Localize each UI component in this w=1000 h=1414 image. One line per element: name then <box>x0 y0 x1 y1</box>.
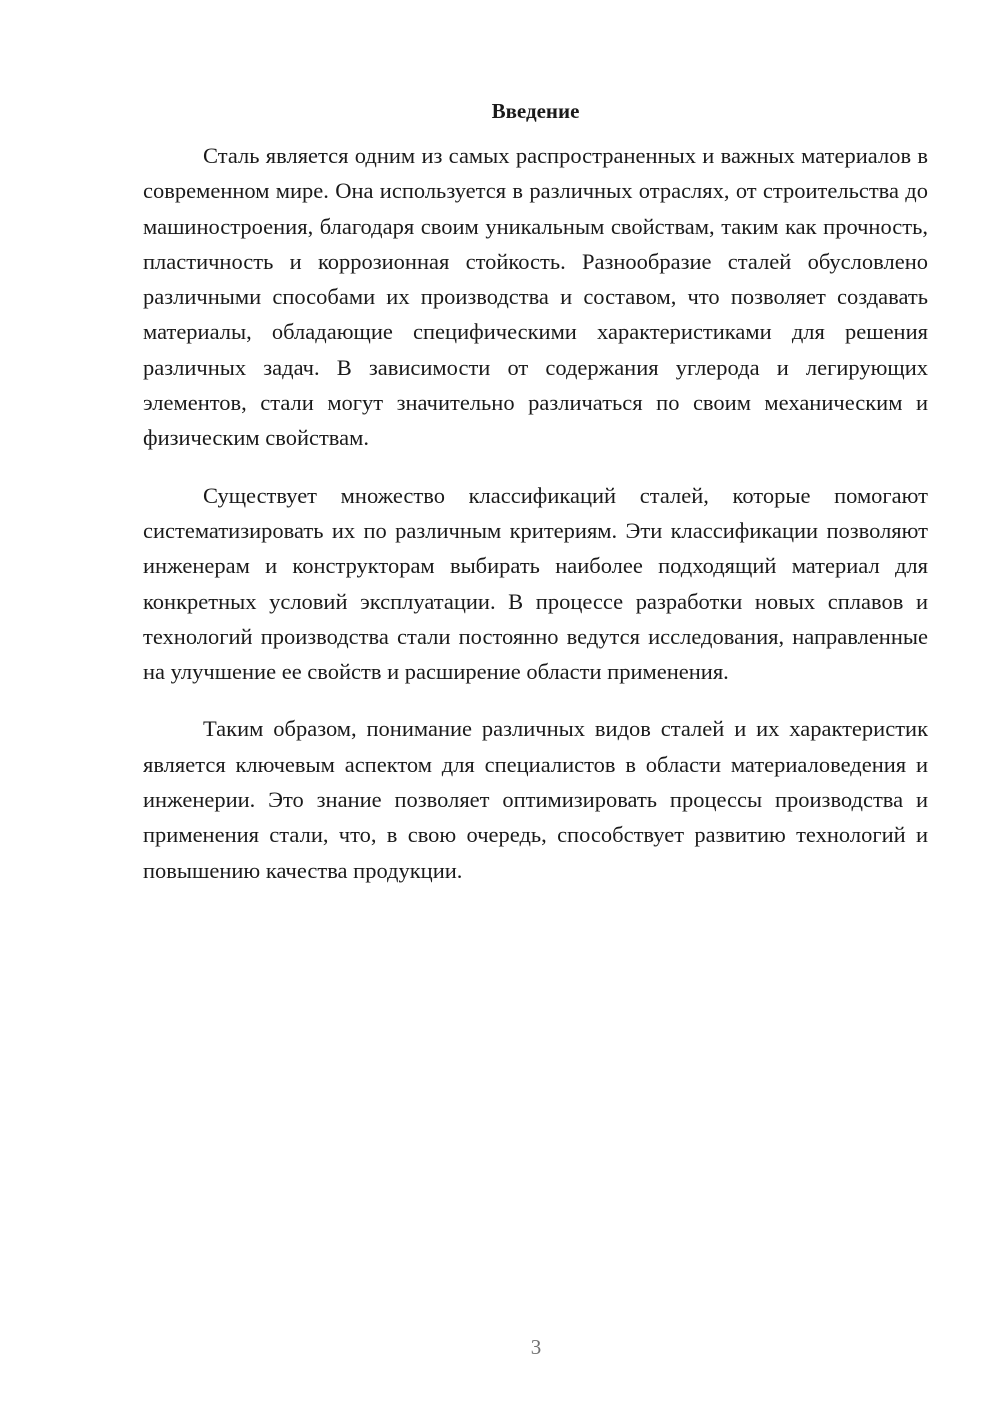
section-heading: Введение <box>491 99 580 123</box>
page-content <box>143 96 928 910</box>
paragraph-2: Существует множество классификаций сталей, которые помогают систематизировать их по различным критериям. Эти классификации позволяют инженерам и конструкторам выбирать наиболее подходящий материал для конкретных условий эксплуатации. В процессе разработки новых сплавов и технологий производства стали постоянно ведутся исследования, направленные на улучшение ее свойств и расширение области применения. <box>143 482 928 685</box>
page-number: 3 <box>530 1335 542 1359</box>
paragraph-1: Сталь является одним из самых распространенных и важных материалов в современном мире. Она используется в различных отраслях, от строительства до машиностроения, благодаря своим уникальным свойствам, таким как прочность, пластичность и коррозионная стойкость. Разнообразие сталей обусловлено различными способами их производства и составом, что позволяет создавать материалы, обладающие специфическими характеристиками для решения различных задач. В зависимости от содержания углерода и легирующих элементов, стали могут значительно различаться по своим механическим и физическим свойствам. <box>143 143 928 451</box>
paragraph-3: Таким образом, понимание различных видов сталей и их характеристик является ключевым аспектом для специалистов в области материаловедения и инженерии. Это знание позволяет оптимизировать процессы производства и применения стали, что, в свою очередь, способствует развитию технологий и повышению качества продукции. <box>143 716 928 883</box>
